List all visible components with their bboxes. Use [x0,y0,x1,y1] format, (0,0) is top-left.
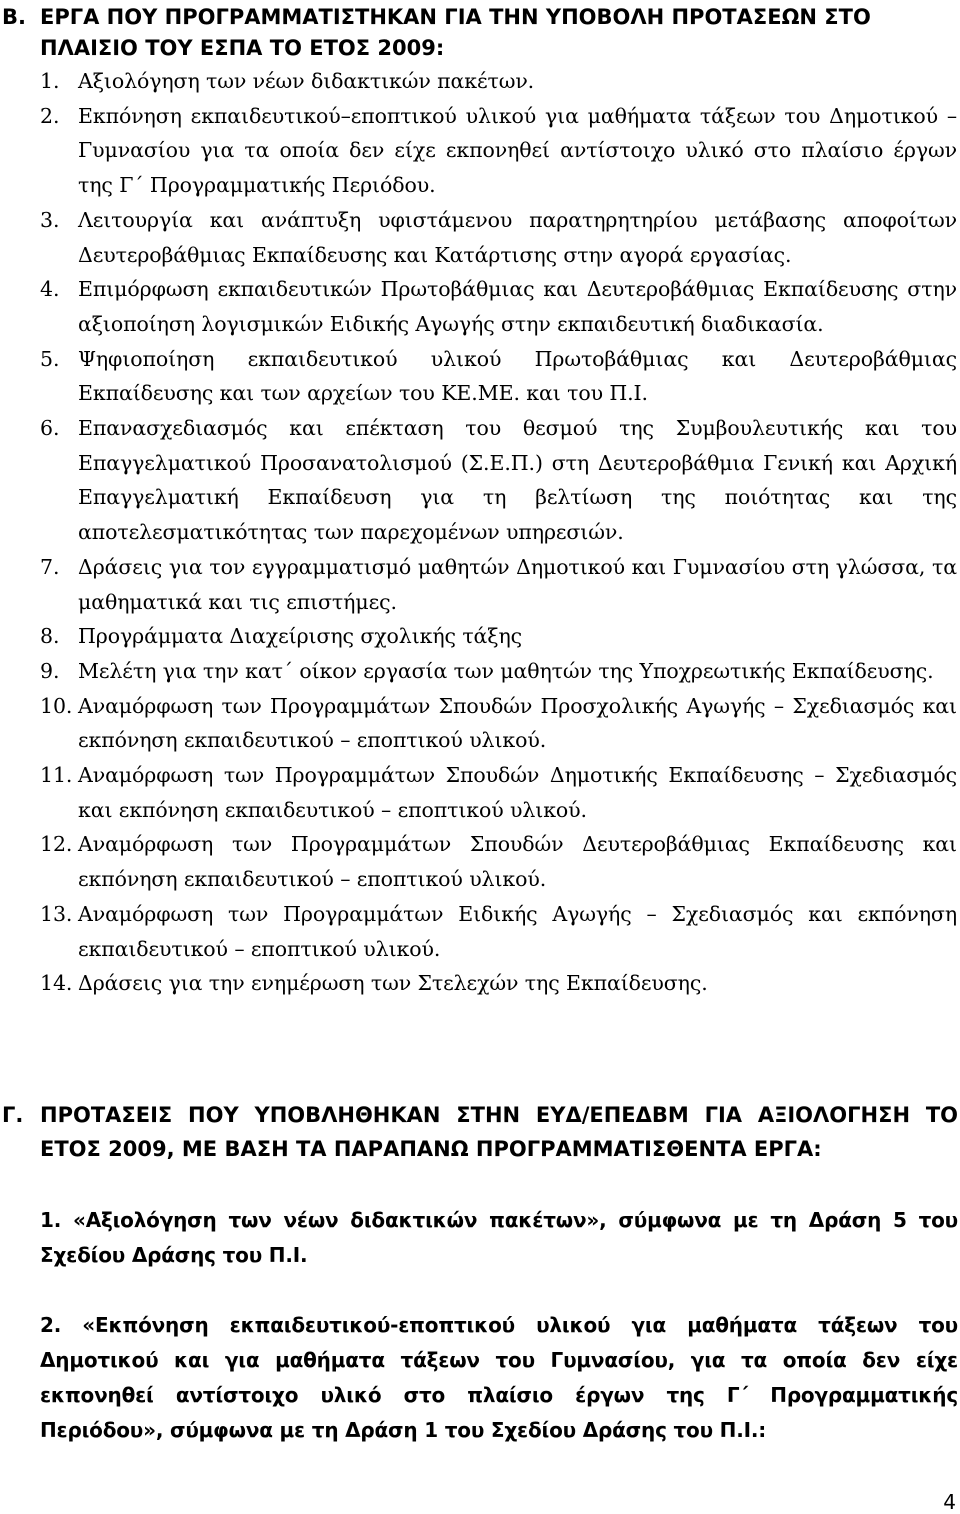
list-item-text: Ψηφιοποίηση εκπαιδευτικού υλικού Πρωτοβάθμιας και Δευτεροβάθμιας Εκπαίδευσης και των αρχείων του ΚΕ.ΜΕ. και του Π.Ι. [78,346,957,406]
list-item-text: Αναμόρφωση των Προγραμμάτων Ειδικής Αγωγής – Σχεδιασμός και εκπόνηση εκπαιδευτικού – εποπτικού υλικού. [78,901,957,961]
list-item-text: Δράσεις για την ενημέρωση των Στελεχών της Εκπαίδευσης. [78,971,708,996]
list-item [40,897,957,966]
page-number: 4 [943,1490,956,1514]
list-item-number: 6. [40,416,60,441]
list-item [40,689,957,758]
list-item [40,827,957,896]
proposal-1: 1. «Αξιολόγηση των νέων διδακτικών πακέτων», σύμφωνα με τη Δράση 5 του Σχεδίου Δράσης του Π.Ι. [40,1208,958,1267]
section-c-letter: Γ. [2,1103,24,1127]
list-item-text: Αναμόρφωση των Προγραμμάτων Σπουδών Προσχολικής Αγωγής – Σχεδιασμός και εκπόνηση εκπαιδευτικού – εποπτικού υλικού. [78,693,957,753]
proposal-2: 2. «Εκπόνηση εκπαιδευτικού-εποπτικού υλικού για μαθήματα τάξεων του Δημοτικού και για μαθήματα τάξεων του Γυμνασίου, για τα οποία δεν είχε εκπονηθεί αντίστοιχο υλικό στο πλαίσιο έργων της Γ΄ Προγραμματικής Περιόδου», σύμφωνα με τη Δράση 1 του Σχεδίου Δράσης του Π.Ι.: [40,1313,958,1442]
list-item [40,758,957,827]
list-item [40,203,957,272]
list-item [40,411,957,550]
list-item [40,272,957,341]
list-item-number: 12. [40,832,73,857]
list-item-text: Δράσεις για τον εγγραμματισμό μαθητών Δημοτικού και Γυμνασίου στη γλώσσα, τα μαθηματικά και τις επιστήμες. [78,554,957,614]
list-item-number: 9. [40,658,60,683]
list-item-text: Αναμόρφωση των Προγραμμάτων Σπουδών Δευτεροβάθμιας Εκπαίδευσης και εκπόνηση εκπαιδευτικού – εποπτικού υλικού. [78,832,957,892]
list-item [40,99,957,203]
list-item-number: 13. [40,901,73,926]
list-item-number: 1. [40,69,60,93]
section-b [2,2,958,64]
section-c-heading: ΠΡΟΤΑΣΕΙΣ ΠΟΥ ΥΠΟΒΛΗΘΗΚΑΝ ΣΤΗΝ ΕΥΔ/ΕΠΕΔΒΜ ΓΙΑ ΑΞΙΟΛΟΓΗΣΗ ΤΟ ΕΤΟΣ 2009, ΜΕ ΒΑΣΗ ΤΑ ΠΑΡΑΠΑΝΩ ΠΡΟΓΡΑΜΜΑΤΙΣΘΕΝΤΑ ΕΡΓΑ: [40,1103,958,1161]
section-b-heading: ΕΡΓΑ ΠΟΥ ΠΡΟΓΡΑΜΜΑΤΙΣΤΗΚΑΝ ΓΙΑ ΤΗΝ ΥΠΟΒΟΛΗ ΠΡΟΤΑΣΕΩΝ ΣΤΟ ΠΛΑΙΣΙΟ ΤΟΥ ΕΣΠΑ ΤΟ ΕΤΟΣ 2009: [40,5,871,60]
list-item-text: Προγράμματα Διαχείρισης σχολικής τάξης [78,624,523,649]
list-item [40,550,957,619]
list-item-number: 8. [40,624,60,649]
list-item [40,342,957,411]
list-item [40,654,957,689]
list-item-number: 4. [40,277,60,302]
list-item-number: 10. [40,693,73,718]
section-b-letter: Β. [2,5,26,29]
list-item-text: Εκπόνηση εκπαιδευτικού–εποπτικού υλικού για μαθήματα τάξεων του Δημοτικού – Γυμνασίου για τα οποία δεν είχε εκπονηθεί αντίστοιχο υλικό στο πλαίσιο έργων της Γ΄ Προγραμματικής Περιόδου. [78,103,957,198]
list-item [40,966,957,1001]
list-item-text: Αξιολόγηση των νέων διδακτικών πακέτων. [78,69,535,93]
list-item-number: 5. [40,346,60,371]
list-item-text: Μελέτη για την κατ΄ οίκον εργασία των μαθητών της Υποχρεωτικής Εκπαίδευσης. [78,658,934,683]
list-item-text: Αναμόρφωση των Προγραμμάτων Σπουδών Δημοτικής Εκπαίδευσης – Σχεδιασμός και εκπόνηση εκπαιδευτικού – εποπτικού υλικού. [78,763,957,822]
section-b-list [40,64,957,1001]
list-item-number: 7. [40,554,60,579]
list-item-number: 14. [40,971,73,996]
list-item [40,619,957,654]
list-item-number: 11. [40,763,73,788]
list-item-number: 3. [40,207,60,232]
section-c [2,1098,958,1166]
list-item-text: Επανασχεδιασμός και επέκταση του θεσμού της Συμβουλευτικής και του Επαγγελματικού Προσανατολισμού (Σ.Ε.Π.) στη Δευτεροβάθμια Γενική και Αρχική Επαγγελματική Εκπαίδευση για τη βελτίωση της ποιότητας και της αποτελεσματικότητας των παρεχομένων υπηρεσιών. [78,416,957,545]
list-item-text: Επιμόρφωση εκπαιδευτικών Πρωτοβάθμιας και Δευτεροβάθμιας Εκπαίδευσης στην αξιοποίηση λογισμικών Ειδικής Αγωγής στην εκπαιδευτική διαδικασία. [78,277,957,336]
list-item-number: 2. [40,103,60,128]
list-item-text: Λειτουργία και ανάπτυξη υφιστάμενου παρατηρητηρίου μετάβασης αποφοίτων Δευτεροβάθμιας Εκπαίδευσης και Κατάρτισης στην αγορά εργασίας. [78,207,957,267]
list-item [40,64,957,99]
